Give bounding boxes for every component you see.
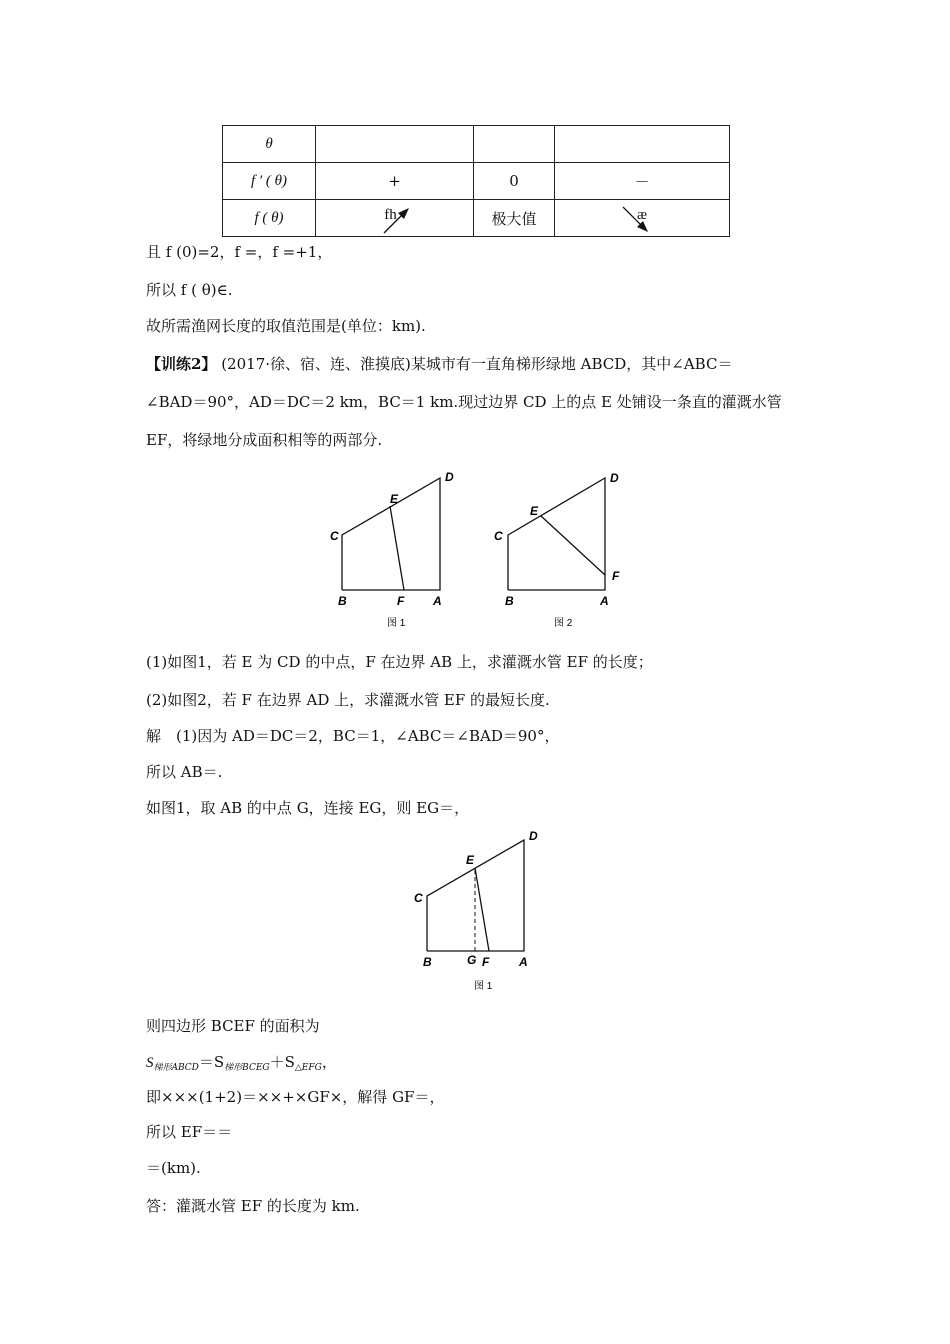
figure-caption: 图 1 bbox=[387, 618, 406, 629]
text-line: ∠BAD＝90°，AD＝DC＝2 km，BC＝1 km.现过边界 CD 上的点 E 处铺设一条直的灌溉水管 bbox=[146, 393, 782, 411]
text-line bbox=[146, 1052, 337, 1075]
label-D: D bbox=[529, 829, 538, 843]
math-symbol: S bbox=[146, 1055, 154, 1071]
label-E: E bbox=[466, 853, 475, 867]
label-D: D bbox=[445, 470, 454, 484]
variation-table bbox=[222, 125, 730, 237]
label-G: G bbox=[467, 953, 477, 967]
label-C: C bbox=[330, 529, 339, 543]
table-cell: f ( θ) bbox=[223, 200, 316, 237]
table-cell bbox=[316, 126, 474, 163]
table-cell bbox=[555, 200, 730, 237]
subscript: 梯形ABCD bbox=[153, 1063, 199, 1073]
up-arrow-icon bbox=[382, 205, 412, 235]
subscript: △EFG bbox=[294, 1063, 322, 1073]
table-cell: 0 bbox=[474, 163, 555, 200]
label-C: C bbox=[494, 529, 503, 543]
table-cell: － bbox=[555, 163, 730, 200]
table-cell: f ′ ( θ) bbox=[223, 163, 316, 200]
label-F: F bbox=[397, 594, 405, 608]
text-line: 答：灌溉水管 EF 的长度为 km. bbox=[146, 1197, 360, 1215]
table-cell bbox=[474, 126, 555, 163]
decreasing-symbol: æ bbox=[636, 206, 647, 223]
label-B: B bbox=[505, 594, 514, 608]
text-line: (2)如图2，若 F 在边界 AD 上，求灌溉水管 EF 的最短长度. bbox=[146, 691, 550, 709]
down-arrow-icon bbox=[621, 205, 651, 235]
figure-3 bbox=[410, 826, 550, 996]
label-B: B bbox=[338, 594, 347, 608]
table-cell: + bbox=[316, 163, 474, 200]
text-line: 所以 EF＝＝ bbox=[146, 1123, 233, 1141]
figure-caption: 图 1 bbox=[474, 981, 493, 992]
label-A: A bbox=[433, 594, 442, 608]
increasing-symbol: fh bbox=[384, 206, 397, 223]
table-row bbox=[223, 126, 730, 163]
text-line: EF，将绿地分成面积相等的两部分. bbox=[146, 431, 383, 449]
text-line: 且 f (0)=2，f =，f =+1， bbox=[146, 243, 333, 261]
text-line: 解 (1)因为 AD＝DC＝2，BC＝1，∠ABC＝∠BAD＝90°， bbox=[146, 727, 560, 745]
label-D: D bbox=[610, 471, 619, 485]
figure-2 bbox=[490, 465, 630, 635]
figure-caption: 图 2 bbox=[554, 618, 573, 629]
table-cell: θ bbox=[223, 126, 316, 163]
math-symbol: ＝S bbox=[198, 1053, 225, 1071]
text-line: 所以 AB＝. bbox=[146, 763, 223, 781]
text-line: 则四边形 BCEF 的面积为 bbox=[146, 1017, 320, 1035]
text-line: 即×××(1+2)＝××+×GF×，解得 GF＝， bbox=[146, 1088, 445, 1106]
label-E: E bbox=[390, 492, 399, 506]
label-E: E bbox=[530, 504, 539, 518]
label-F: F bbox=[482, 955, 490, 969]
math-symbol: ， bbox=[321, 1053, 337, 1071]
table-row bbox=[223, 163, 730, 200]
label-C: C bbox=[414, 891, 423, 905]
text-line: 故所需渔网长度的取值范围是(单位：km). bbox=[146, 317, 426, 335]
exercise-tag: 【训练2】 bbox=[146, 355, 217, 373]
table-cell bbox=[316, 200, 474, 237]
label-A: A bbox=[600, 594, 609, 608]
label-B: B bbox=[423, 955, 432, 969]
text-line: 所以 f ( θ)∈. bbox=[146, 281, 233, 299]
label-F: F bbox=[612, 569, 620, 583]
table-cell bbox=[555, 126, 730, 163]
label-A: A bbox=[519, 955, 528, 969]
text-line bbox=[146, 354, 732, 374]
subscript: 梯形BCEG bbox=[224, 1063, 270, 1073]
text-line: (1)如图1，若 E 为 CD 的中点，F 在边界 AB 上，求灌溉水管 EF 的长度； bbox=[146, 653, 653, 671]
table-cell: 极大值 bbox=[474, 200, 555, 237]
text-line: ＝(km). bbox=[146, 1159, 201, 1177]
exercise-text: (2017·徐、宿、连、淮摸底)某城市有一直角梯形绿地 ABCD，其中∠ABC＝ bbox=[216, 355, 733, 373]
text-line: 如图1，取 AB 的中点 G，连接 EG，则 EG＝， bbox=[146, 799, 470, 817]
table-row bbox=[223, 200, 730, 237]
math-symbol: ＋S bbox=[269, 1053, 295, 1071]
figure-1 bbox=[325, 465, 465, 635]
